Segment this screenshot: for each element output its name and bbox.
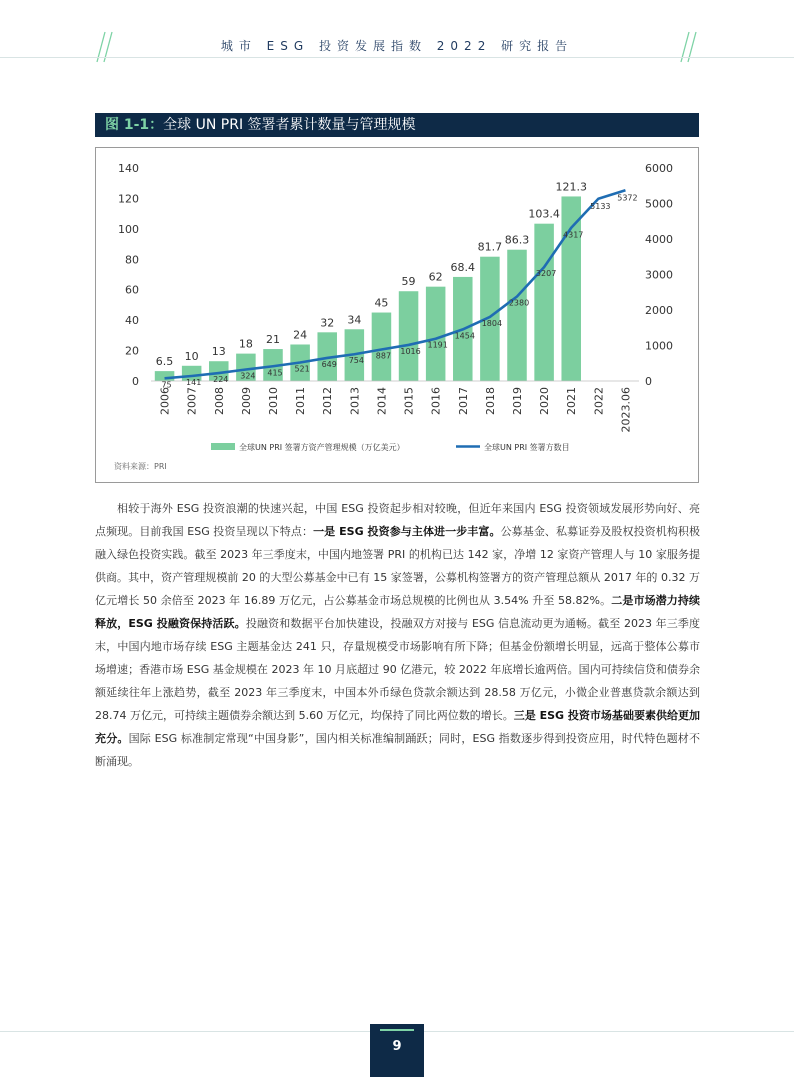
paragraph-point-1: 公募基金、私募证券及股权投资机构积极融入绿色投资实践。截至 2023 年三季度末，中国内地签署 PRI 的机构已达 142 家，净增 12 家资产管理人与 10 家服务提供商。其中，资产管理规模前 20 的大型公募基金中已有 15 家签署，公募机构签署方的资产管理总额从 2017 年的 0.32 万亿元增长 50 余倍至 2023 年 16.89 万亿元，占公募基金市场总规模的比例也从 3.54% 升至 58.82%。	[95, 525, 701, 607]
line-value-label: 887	[375, 351, 392, 361]
page-number-badge	[370, 1024, 424, 1077]
line-value-label: 1191	[427, 340, 448, 350]
page-number: 9	[392, 1039, 402, 1054]
x-axis-tick-label: 2013	[348, 387, 362, 415]
running-header-title: 城市 ESG 投资发展指数 2022 研究报告	[220, 39, 574, 53]
left-axis-tick-label: 80	[125, 253, 139, 267]
bar-value-label: 24	[293, 328, 308, 342]
left-axis-tick-label: 140	[118, 162, 139, 175]
right-axis-tick-label: 1000	[645, 339, 673, 353]
right-axis-tick-label: 4000	[645, 233, 673, 246]
figure-source: 资料来源：PRI	[114, 462, 167, 471]
line-value-label: 754	[348, 356, 364, 366]
figure-number: 图 1-1：	[105, 117, 164, 133]
line-value-label: 1804	[481, 318, 503, 328]
line-value-label: 649	[321, 359, 337, 369]
highlight-point-3: 三是 ESG 投资市场基础要素供给更加充分。	[95, 709, 700, 745]
line-value-label: 5372	[617, 193, 638, 203]
bar-value-label: 121.3	[555, 180, 587, 194]
bar-value-label: 34	[347, 313, 362, 327]
bar-value-label: 10	[184, 349, 199, 363]
line-value-label: 324	[240, 371, 256, 381]
left-axis-tick-label: 0	[132, 375, 139, 388]
x-axis-tick-label: 2020	[538, 387, 552, 415]
bar-value-label: 62	[428, 270, 443, 284]
x-axis-tick-label: 2012	[321, 387, 335, 415]
combo-chart	[96, 148, 698, 482]
figure-title: 全球 UN PRI 签署者累计数量与管理规模	[163, 117, 416, 133]
line-value-label: 1016	[400, 346, 421, 356]
x-axis-tick-label: 2018	[483, 387, 497, 415]
left-axis-tick-label: 120	[118, 192, 139, 206]
highlight-point-1: 一是 ESG 投资参与主体进一步丰富。	[313, 525, 501, 538]
bar-2020	[534, 224, 557, 381]
x-axis-tick-label: 2015	[402, 387, 416, 415]
bar-value-label: 32	[320, 316, 335, 330]
line-value-label: 521	[294, 364, 310, 374]
bar-value-label: 68.4	[450, 260, 476, 274]
bar-2014	[372, 313, 392, 381]
x-axis-tick-label: 2009	[239, 387, 253, 415]
x-axis-tick-label: 2021	[565, 387, 579, 415]
figure-title-bar	[95, 113, 699, 137]
x-axis-tick-label: 2023.06	[619, 387, 633, 433]
header-slash-decoration-right	[673, 30, 699, 64]
paragraph-point-3: 国际 ESG 标准制定常现“中国身影”，国内相关标准编制踊跃；同时，ESG 指数逐步得到投资应用，时代特色题材不断涌现。	[95, 732, 701, 768]
line-value-label: 415	[267, 368, 283, 378]
bar-value-label: 13	[211, 345, 226, 359]
bar-value-label: 103.4	[528, 207, 560, 221]
x-axis-tick-label: 2010	[267, 387, 280, 415]
left-axis-tick-label: 40	[125, 314, 139, 328]
paragraph	[95, 497, 700, 773]
right-axis-tick-label: 5000	[645, 197, 673, 211]
right-axis-tick-label: 3000	[645, 268, 673, 282]
highlight-point-2: 二是市场潜力持续释放，ESG 投融资保持活跃。	[95, 594, 701, 630]
legend-bar-swatch	[211, 443, 235, 450]
bar-value-label: 21	[266, 333, 280, 347]
x-axis-tick-label: 2016	[429, 387, 443, 415]
bar-2016	[426, 287, 446, 381]
line-value-label: 4317	[563, 230, 584, 240]
line-value-label: 5133	[590, 201, 611, 211]
page-number-accent	[380, 1029, 414, 1031]
right-axis-tick-label: 0	[645, 375, 652, 388]
x-axis-tick-label: 2006	[158, 387, 172, 415]
x-axis-tick-label: 2014	[375, 387, 389, 415]
bar-value-label: 6.5	[155, 355, 174, 369]
line-value-label: 1454	[454, 331, 475, 341]
x-axis-tick-label: 2011	[294, 387, 308, 415]
line-value-label: 224	[213, 375, 229, 385]
bar-value-label: 86.3	[504, 233, 530, 247]
x-axis-tick-label: 2007	[185, 387, 199, 415]
bar-value-label: 18	[238, 337, 253, 351]
line-value-label: 3207	[535, 269, 557, 279]
chart-frame	[95, 147, 699, 483]
bar-2015	[399, 291, 419, 381]
bar-2021	[561, 196, 584, 381]
x-axis-tick-label: 2022	[592, 387, 606, 416]
line-value-label: 75	[161, 380, 172, 390]
legend-line-label: 全球UN PRI 签署方数目	[484, 443, 570, 452]
left-axis-tick-label: 100	[118, 222, 139, 236]
bar-value-label: 45	[374, 296, 389, 310]
right-axis-tick-label: 6000	[645, 162, 673, 175]
left-axis-tick-label: 20	[125, 344, 139, 358]
x-axis-tick-label: 2008	[212, 387, 226, 415]
bar-value-label: 59	[401, 275, 416, 289]
bar-value-label: 81.7	[477, 240, 503, 254]
x-axis-tick-label: 2017	[456, 387, 470, 415]
x-axis-tick-label: 2019	[511, 387, 524, 415]
line-value-label: 2380	[508, 298, 530, 308]
left-axis-tick-label: 60	[125, 283, 139, 297]
line-value-label: 141	[186, 377, 202, 387]
body-text	[95, 497, 700, 773]
paragraph-point-2: 投融资和数据平台加快建设，投融双方对接与 ESG 信息流动更为通畅。截至 2023 年三季度末，中国内地市场存续 ESG 主题基金达 241 只，存量规模受市场影响有所下降；但基金份额增长明显，远高于整体公募市场增速；香港市场 ESG 基金规模在 2023 年 10 月底超过 90 亿港元，较 2022 年底增长逾两倍。国内可持续信贷和债券余额延续往年上涨趋势，截至 2023 年三季度末，中国本外币绿色贷款余额达到 28.58 万亿元，小微企业普惠贷款余额达到 28.74 万亿元，可持续主题债券余额达到 5.60 万亿元，均保持了同比两位数的增长。	[95, 617, 701, 722]
right-axis-tick-label: 2000	[645, 304, 673, 317]
paragraph-intro: 相较于海外 ESG 投资浪潮的快速兴起，中国 ESG 投资起步相对较晚，但近年来国内 ESG 投资领域发展形势向好、亮点频现。目前我国 ESG 投资呈现以下特点：	[95, 502, 700, 538]
bar-2019	[507, 250, 530, 381]
legend-bar-label: 全球UN PRI 签署方资产管理规模（万亿美元）	[239, 443, 405, 452]
header-divider	[0, 57, 794, 58]
